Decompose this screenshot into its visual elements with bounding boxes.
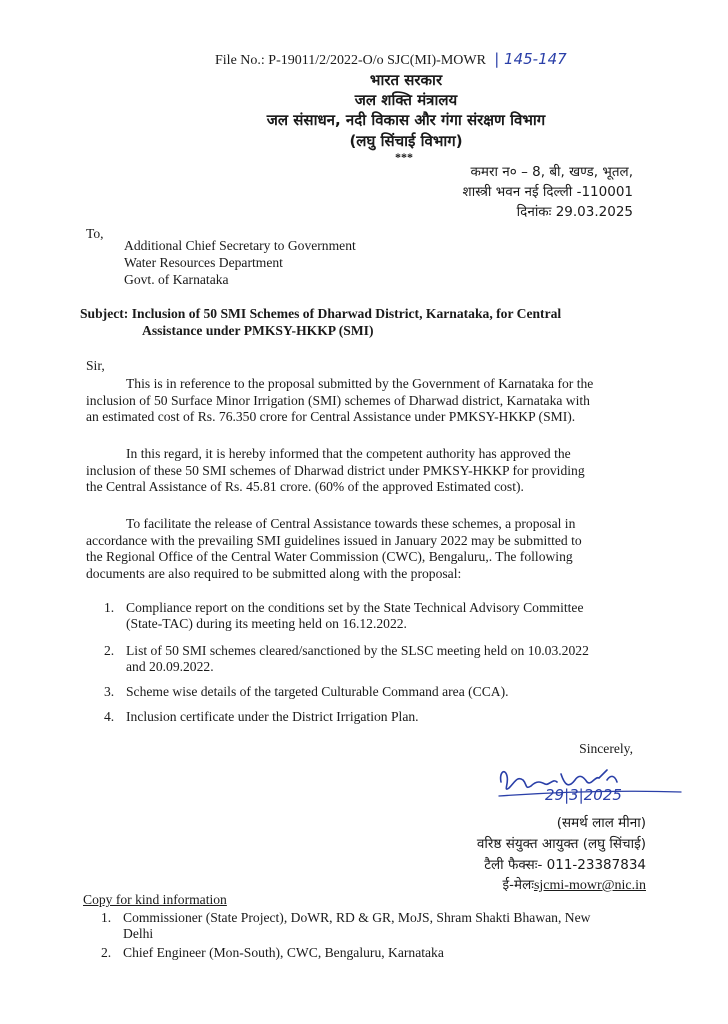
- signatory-name: (समर्थ लाल मीना): [556, 815, 646, 831]
- header-line-1: भारत सरकार: [369, 71, 443, 89]
- list-item: 3. Scheme wise details of the targeted Culturable Command area (CCA).: [104, 684, 509, 699]
- file-number: [215, 50, 567, 69]
- to-label: To,: [86, 226, 104, 241]
- paragraph-1: This is in reference to the proposal submitted by the Government of Karnataka for the inclusion of 50 Surface Minor Irrigation (SMI) schemes of Dharwad district, Karnataka with an estimated cost of Rs. 76.350 crore for Central Assistance under PMKSY-HKKP (SMI).: [86, 376, 594, 425]
- email-link[interactable]: sjcmi-mowr@nic.in: [533, 878, 646, 893]
- addressee-line-1: Additional Chief Secretary to Government: [124, 238, 356, 253]
- signatory-designation: वरिष्ठ संयुक्त आयुक्त (लघु सिंचाई): [476, 836, 646, 852]
- email-label: ई-मेलः: [502, 877, 534, 893]
- address-line-2: शास्त्री भवन नई दिल्ली -110001: [462, 184, 633, 200]
- email-line: [503, 875, 647, 894]
- copy-heading: Copy for kind information: [83, 892, 227, 907]
- list-item: 2. List of 50 SMI schemes cleared/sanctioned by the SLSC meeting held on 10.03.2022 and 20.09.2022.: [104, 643, 589, 674]
- file-number-text: File No.: P-19011/2/2022-O/o SJC(MI)-MOWR: [215, 53, 486, 68]
- salutation: Sir,: [86, 358, 105, 373]
- list-item: 1. Commissioner (State Project), DoWR, RD & GR, MoJS, Shram Shakti Bhawan, New Delhi: [101, 910, 591, 941]
- subject-line-2: Assistance under PMKSY-HKKP (SMI): [142, 323, 374, 338]
- addressee-line-3: Govt. of Karnataka: [124, 272, 229, 287]
- address-line-1: कमरा न० – 8, बी, खण्ड, भूतल,: [470, 164, 633, 180]
- paragraph-2: In this regard, it is hereby informed that the competent authority has approved the inclusion of these 50 SMI schemes of Dharwad district under PMKSY-HKKP for providing the Central Assistance of Rs. 45.81 crore. (60% of the approved Estimated cost).: [86, 446, 585, 495]
- header-stars: ***: [395, 150, 413, 164]
- header-line-2: जल शक्ति मंत्रालय: [354, 91, 458, 109]
- subject-line-1: Subject: Inclusion of 50 SMI Schemes of Dharwad District, Karnataka, for Central: [80, 306, 562, 321]
- fax-number: टैली फैक्सः- 011-23387834: [484, 857, 646, 873]
- handwritten-date: 29|3|2025: [545, 786, 622, 804]
- list-item: 1. Compliance report on the conditions set by the State Technical Advisory Committee (State-TAC) during its meeting held on 16.12.2022.: [104, 600, 584, 631]
- addressee-line-2: Water Resources Department: [124, 255, 283, 270]
- closing: Sincerely,: [579, 741, 633, 756]
- list-item: 4. Inclusion certificate under the District Irrigation Plan.: [104, 709, 419, 724]
- header-line-4: (लघु सिंचाई विभाग): [349, 132, 463, 150]
- header-line-3: जल संसाधन, नदी विकास और गंगा संरक्षण विभाग: [266, 111, 546, 129]
- file-number-handwritten: | 145-147: [489, 50, 567, 68]
- list-item: 2. Chief Engineer (Mon-South), CWC, Bengaluru, Karnataka: [101, 945, 444, 960]
- letter-date: दिनांकः 29.03.2025: [516, 204, 633, 220]
- paragraph-3: To facilitate the release of Central Assistance towards these schemes, a proposal in accordance with the prevailing SMI guidelines issued in January 2022 may be submitted to the Regional Office of the Central Water Commission (CWC), Bengaluru,. The following documents are also required to be submitted along with the proposal:: [86, 516, 582, 581]
